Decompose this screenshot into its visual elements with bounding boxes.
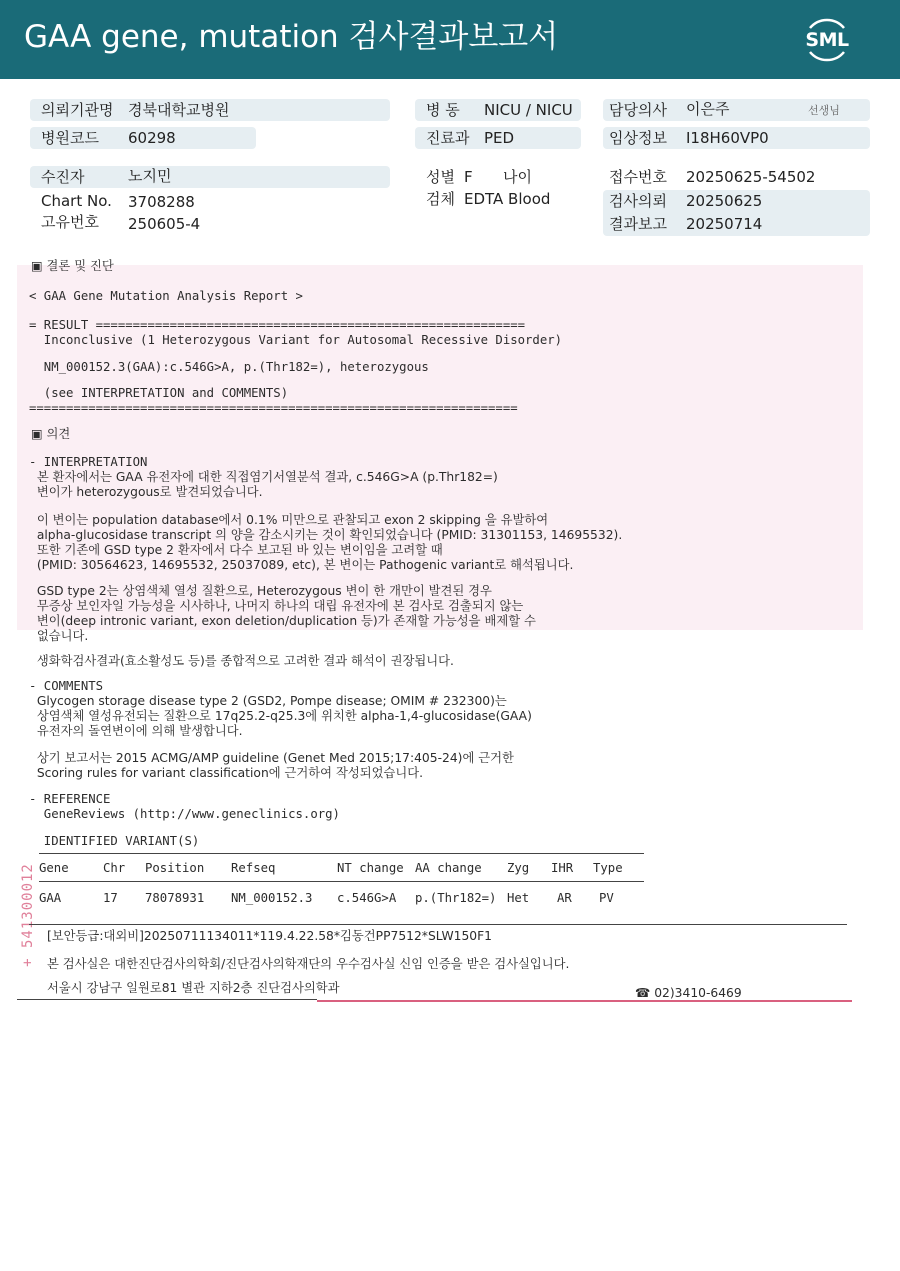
side-stamp: + 541300012 bbox=[20, 863, 36, 967]
ward-value: NICU / NICU bbox=[484, 101, 573, 119]
table-cell-position: 78078931 bbox=[145, 891, 205, 905]
bottom-pink-rule bbox=[317, 1000, 852, 1002]
identified-variants-head: IDENTIFIED VARIANT(S) bbox=[29, 834, 200, 848]
interp-line: 또한 기존에 GSD type 2 환자에서 다수 보고된 바 있는 변이임을 고려할 때 bbox=[29, 543, 443, 557]
reference-line: GeneReviews (http://www.geneclinics.org) bbox=[29, 807, 340, 821]
sex-value: F bbox=[464, 168, 473, 186]
receipt-no-value: 20250625-54502 bbox=[686, 168, 816, 186]
logo-text: SML bbox=[805, 29, 849, 51]
scanned-report bbox=[17, 255, 863, 1005]
comment-line: Glycogen storage disease type 2 (GSD2, Pompe disease; OMIM # 232300)는 bbox=[29, 694, 507, 708]
security-tag: [보안등급:대외비]20250711134011*119.4.22.58*김동건PP7512*SLW150F1 bbox=[47, 929, 492, 943]
chart-no-label: Chart No. bbox=[41, 192, 112, 210]
interp-line: alpha-glucosidase transcript 의 양을 감소시키는 것이 확인되었습니다 (PMID: 31301153, 14695532). bbox=[29, 528, 623, 542]
table-cell-gene: GAA bbox=[39, 891, 62, 905]
result-line-3: (see INTERPRETATION and COMMENTS) bbox=[29, 386, 289, 400]
interpretation-head: - INTERPRETATION bbox=[29, 455, 148, 469]
result-line-1: Inconclusive (1 Heterozygous Variant for Autosomal Recessive Disorder) bbox=[29, 333, 563, 347]
clinical-info-value: I18H60VP0 bbox=[686, 129, 769, 147]
interp-line: 없습니다. bbox=[29, 629, 89, 643]
interp-line: 본 환자에서는 GAA 유전자에 대한 직접염기서열분석 결과, c.546G>A (p.Thr182=) bbox=[29, 470, 498, 484]
department-label: 진료과 bbox=[426, 129, 470, 147]
table-header-nt-change: NT change bbox=[337, 861, 404, 875]
lab-address: 서울시 강남구 일원로81 별관 지하2층 진단검사의학과 bbox=[47, 981, 340, 995]
table-cell-type: PV bbox=[599, 891, 614, 905]
report-title: GAA gene, mutation 검사결과보고서 bbox=[24, 19, 559, 55]
reference-head: - REFERENCE bbox=[29, 792, 111, 806]
specimen-value: EDTA Blood bbox=[464, 190, 551, 208]
table-cell-nt-change: c.546G>A bbox=[337, 891, 397, 905]
interp-line: (PMID: 30564623, 14695532, 25037089, etc), 본 변이는 Pathogenic variant로 해석됩니다. bbox=[29, 558, 574, 572]
report-header bbox=[0, 0, 900, 79]
chart-no-value: 3708288 bbox=[128, 193, 195, 211]
table-rule bbox=[39, 853, 644, 854]
footer-rule bbox=[29, 924, 847, 925]
patient-label: 수진자 bbox=[41, 168, 85, 186]
department-value: PED bbox=[484, 129, 515, 147]
table-header-chr: Chr bbox=[103, 861, 126, 875]
institution-value: 경북대학교병원 bbox=[128, 101, 230, 119]
comment-line: 상염색체 열성유전되는 질환으로 17q25.2-q25.3에 위치한 alpha-1,4-glucosidase(GAA) bbox=[29, 709, 532, 723]
interp-line: 변이(deep intronic variant, exon deletion/duplication 등)가 존재할 가능성을 배제할 수 bbox=[29, 614, 536, 628]
interp-line: 변이가 heterozygous로 발견되었습니다. bbox=[29, 485, 263, 499]
table-header-position: Position bbox=[145, 861, 205, 875]
section-conclusion: ▣ 결론 및 진단 bbox=[31, 259, 114, 273]
comment-line: 상기 보고서는 2015 ACMG/AMP guideline (Genet Med 2015;17:405-24)에 근거한 bbox=[29, 751, 514, 765]
clinical-info-label: 임상정보 bbox=[609, 129, 667, 147]
doctor-suffix: 선생님 bbox=[808, 104, 840, 117]
result-end: ================================================================== bbox=[29, 401, 518, 415]
lab-phone: ☎ 02)3410-6469 bbox=[635, 986, 742, 1000]
comment-line: 유전자의 돌연변이에 의해 발생합니다. bbox=[29, 724, 243, 738]
interp-line: 이 변이는 population database에서 0.1% 미만으로 관찰되고 exon 2 skipping 을 유발하여 bbox=[29, 513, 549, 527]
result-line-2: NM_000152.3(GAA):c.546G>A, p.(Thr182=), heterozygous bbox=[29, 360, 429, 374]
table-header-gene: Gene bbox=[39, 861, 69, 875]
doctor-label: 담당의사 bbox=[609, 101, 667, 119]
institution-label: 의뢰기관명 bbox=[41, 101, 114, 119]
table-header-aa-change: AA change bbox=[415, 861, 482, 875]
request-date-value: 20250625 bbox=[686, 192, 763, 210]
table-header-ihr: IHR bbox=[551, 861, 574, 875]
result-head: = RESULT ========================================================== bbox=[29, 318, 526, 332]
ward-label: 병 동 bbox=[426, 101, 460, 119]
bottom-rule bbox=[17, 999, 317, 1000]
age-label: 나이 bbox=[503, 168, 532, 186]
unique-no-label: 고유번호 bbox=[41, 213, 99, 231]
unique-no-value: 250605-4 bbox=[128, 215, 201, 233]
interp-line: 무증상 보인자일 가능성을 시사하나, 나머지 하나의 대립 유전자에 본 검사로 검출되지 않는 bbox=[29, 599, 524, 613]
patient-value: 노지민 bbox=[128, 167, 172, 185]
certification-note: 본 검사실은 대한진단검사의학회/진단검사의학재단의 우수검사실 신임 인증을 받은 검사실입니다. bbox=[47, 957, 570, 971]
report-date-value: 20250714 bbox=[686, 215, 763, 233]
table-header-type: Type bbox=[593, 861, 623, 875]
table-cell-chr: 17 bbox=[103, 891, 118, 905]
specimen-label: 검체 bbox=[426, 190, 455, 208]
interp-line: GSD type 2는 상염색체 열성 질환으로, Heterozygous 변이 한 개만이 발견된 경우 bbox=[29, 584, 492, 598]
table-cell-aa-change: p.(Thr182=) bbox=[415, 891, 497, 905]
comments-head: - COMMENTS bbox=[29, 679, 104, 693]
section-opinion: ▣ 의견 bbox=[31, 427, 71, 441]
doctor-value: 이은주 bbox=[686, 100, 730, 118]
receipt-no-label: 접수번호 bbox=[609, 168, 667, 186]
comment-line: Scoring rules for variant classification에 근거하여 작성되었습니다. bbox=[29, 766, 424, 780]
hospital-code-value: 60298 bbox=[128, 129, 176, 147]
sml-logo-icon bbox=[800, 14, 854, 66]
table-rule bbox=[39, 881, 644, 882]
table-header-zyg: Zyg bbox=[507, 861, 530, 875]
sex-label: 성별 bbox=[426, 168, 455, 186]
table-cell-refseq: NM_000152.3 bbox=[231, 891, 313, 905]
interp-line: 생화학검사결과(효소활성도 등)를 종합적으로 고려한 결과 해석이 권장됩니다. bbox=[29, 654, 454, 668]
table-header-refseq: Refseq bbox=[231, 861, 276, 875]
report-title-line: < GAA Gene Mutation Analysis Report > bbox=[29, 289, 303, 303]
table-cell-ihr: AR bbox=[557, 891, 572, 905]
hospital-code-label: 병원코드 bbox=[41, 129, 99, 147]
table-cell-zyg: Het bbox=[507, 891, 530, 905]
request-date-label: 검사의뢰 bbox=[609, 192, 667, 210]
report-date-label: 결과보고 bbox=[609, 215, 667, 233]
